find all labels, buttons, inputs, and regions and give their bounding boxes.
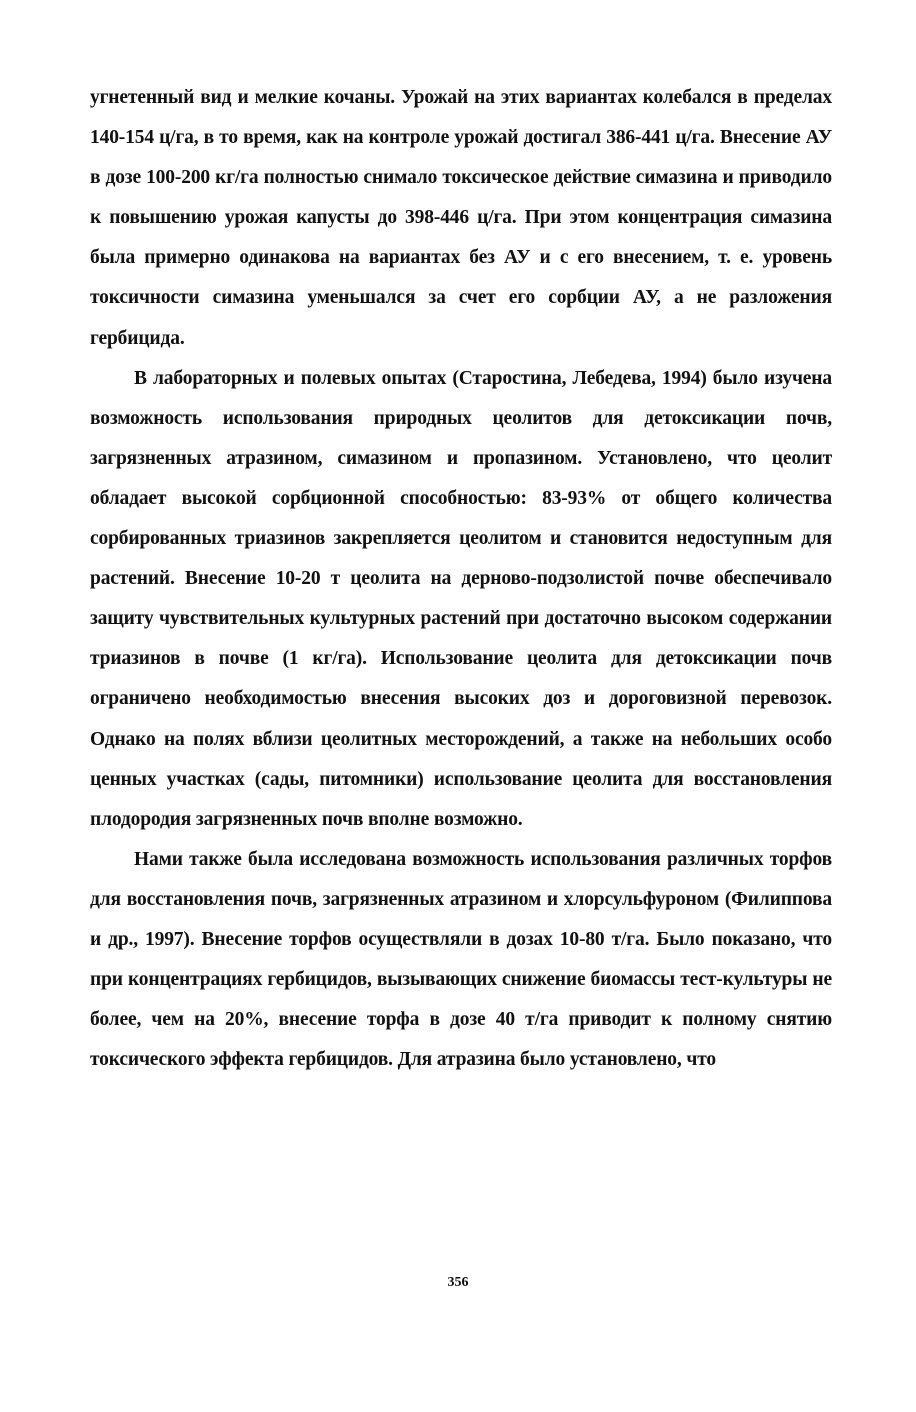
- paragraph-3: Нами также была исследована возможность использования различных торфов для восстановления почв, загрязненных атразином и хлорсульфуроном (Филиппова и др., 1997). Внесение торфов осуществляли в дозах 10-80 т/га. Было показано, что при концентрациях гербицидов, вызывающих снижение биомассы тест-культуры не более, чем на 20%, внесение торфа в дозе 40 т/га приводит к полному снятию токсического эффекта гербицидов. Для атразина было установлено, что: [90, 848, 832, 1071]
- body-text: [90, 78, 832, 1080]
- page-number: 356: [447, 1275, 469, 1290]
- paragraph-1: угнетенный вид и мелкие кочаны. Урожай на этих вариантах колебался в пределах 140-154 ц/га, в то время, как на контроле урожай достигал 386-441 ц/га. Внесение АУ в дозе 100-200 кг/га полностью снимало токсическое действие симазина и приводило к повышению урожая капусты до 398-446 ц/га. При этом концентрация симазина была примерно одинакова на вариантах без АУ и с его внесением, т. е. уровень токсичности симазина уменьшался за счет его сорбции АУ, а не разложения гербицида.: [90, 87, 832, 349]
- paragraph-2: В лабораторных и полевых опытах (Старостина, Лебедева, 1994) было изучена возможность использования природных цеолитов для детоксикации почв, загрязненных атразином, симазином и пропазином. Установлено, что цеолит обладает высокой сорбционной способностью: 83-93% от общего количества сорбированных триазинов закрепляется цеолитом и становится недоступным для растений. Внесение 10-20 т цеолита на дерново-подзолистой почве обеспечивало защиту чувствительных культурных растений при достаточно высоком содержании триазинов в почве (1 кг/га). Использование цеолита для детоксикации почв ограничено необходимостью внесения высоких доз и дороговизной перевозок. Однако на полях вблизи цеолитных месторождений, а также на небольших особо ценных участках (сады, питомники) использование цеолита для восстановления плодородия загрязненных почв вполне возможно.: [90, 367, 832, 830]
